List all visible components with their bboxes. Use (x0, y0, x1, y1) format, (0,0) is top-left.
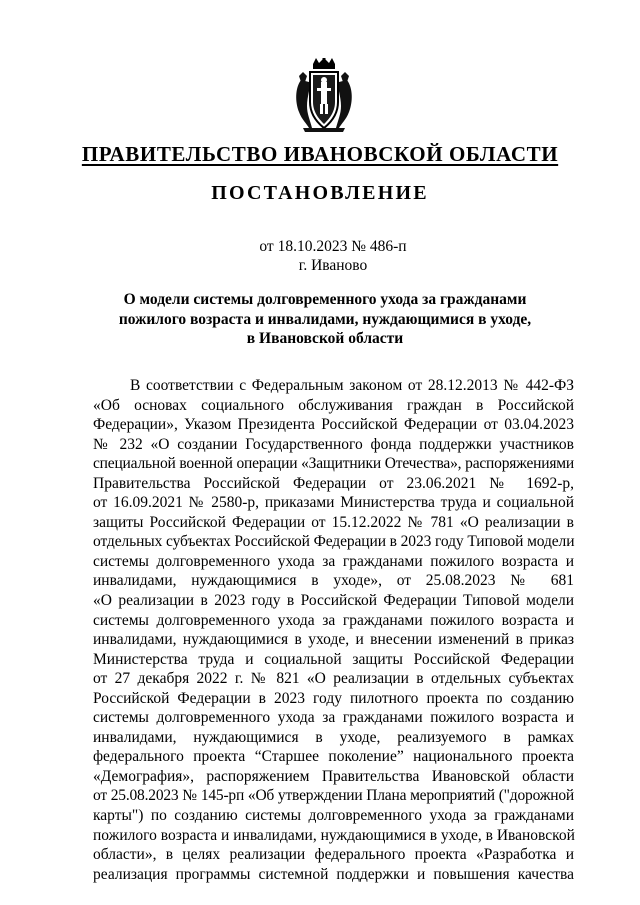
body-line: области», в целях реализации федерального проекта «Разработка и (93, 846, 574, 864)
date-number: от 18.10.2023 № 486-п (259, 238, 407, 255)
body-line: защиты Российской Федерации от 15.12.2022 № 781 «О реализации в (93, 513, 574, 531)
heading-line: пожилого возраста и инвалидами, нуждающимися в уходе, (118, 310, 532, 328)
body-line: В соответствии с Федеральным законом от 28.12.2013 № 442-ФЗ (130, 377, 574, 394)
document-meta (0, 237, 640, 275)
body-line: инвалидами, нуждающимися в уходе, реализуемого в рамках (93, 728, 574, 746)
heading-line: в Ивановской области (246, 330, 404, 347)
body-line: отдельных субъектах Российской Федерации в 2023 году Типовой модели (93, 533, 575, 551)
document-type: ПОСТАНОВЛЕНИЕ (211, 182, 429, 204)
body-line: № 232 «О создании Государственного фонда поддержки участников (93, 435, 574, 453)
body-line: «Об основах социального обслуживания граждан в Российской (93, 396, 574, 414)
coat-of-arms-icon (293, 58, 355, 134)
body-line: пожилого возраста и инвалидами, нуждающимися в уходе, в Ивановской (93, 826, 575, 844)
city: г. Иваново (298, 257, 368, 274)
body-line: Министерства труда и социальной защиты Российской Федерации (93, 650, 574, 668)
heading-line: О модели системы долговременного ухода за гражданами (123, 291, 527, 308)
body-line: «О реализации в 2023 году в Российской Федерации Типовой модели (93, 592, 574, 610)
organization-title: ПРАВИТЕЛЬСТВО ИВАНОВСКОЙ ОБЛАСТИ (81, 142, 559, 166)
body-line: от 27 декабря 2022 г. № 821 «О реализации в отдельных субъектах (93, 670, 574, 688)
body-line: специальной военной операции «Защитники Отечества», распоряжениями (93, 455, 574, 473)
document-heading (60, 290, 590, 349)
body-line: Федерации», Указом Президента Российской Федерации от 03.04.2023 (93, 416, 574, 434)
body-line: федерального проекта “Старшее поколение” национального проекта (93, 748, 574, 766)
body-line: системы долговременного ухода за гражданами пожилого возраста и (93, 552, 574, 570)
body-line: инвалидами, нуждающимися в уходе», от 25.08.2023 № 681 (93, 572, 574, 590)
body-line: инвалидами, нуждающимися в уходе, и внесении изменений в приказ (93, 631, 574, 649)
document-body (93, 376, 574, 884)
body-line: Российской Федерации в 2023 году пилотного проекта по созданию (93, 689, 574, 707)
body-line: системы долговременного ухода за гражданами пожилого возраста и (93, 611, 574, 629)
body-line: Правительства Российской Федерации от 23.06.2021 № 1692-р, (93, 474, 574, 492)
crown-icon (313, 58, 335, 69)
body-line: карты") по созданию системы долговременного ухода за гражданами (93, 807, 574, 825)
body-line: системы долговременного ухода за гражданами пожилого возраста и (93, 709, 574, 727)
body-line: «Демография», распоряжением Правительства Ивановской области (93, 767, 574, 785)
body-line: от 16.09.2021 № 2580-р, приказами Министерства труда и социальной (93, 494, 574, 512)
body-line: от 25.08.2023 № 145-рп «Об утверждении Плана мероприятий ("дорожной (93, 787, 574, 805)
body-line: реализация программы системной поддержки и повышения качества (93, 865, 574, 883)
